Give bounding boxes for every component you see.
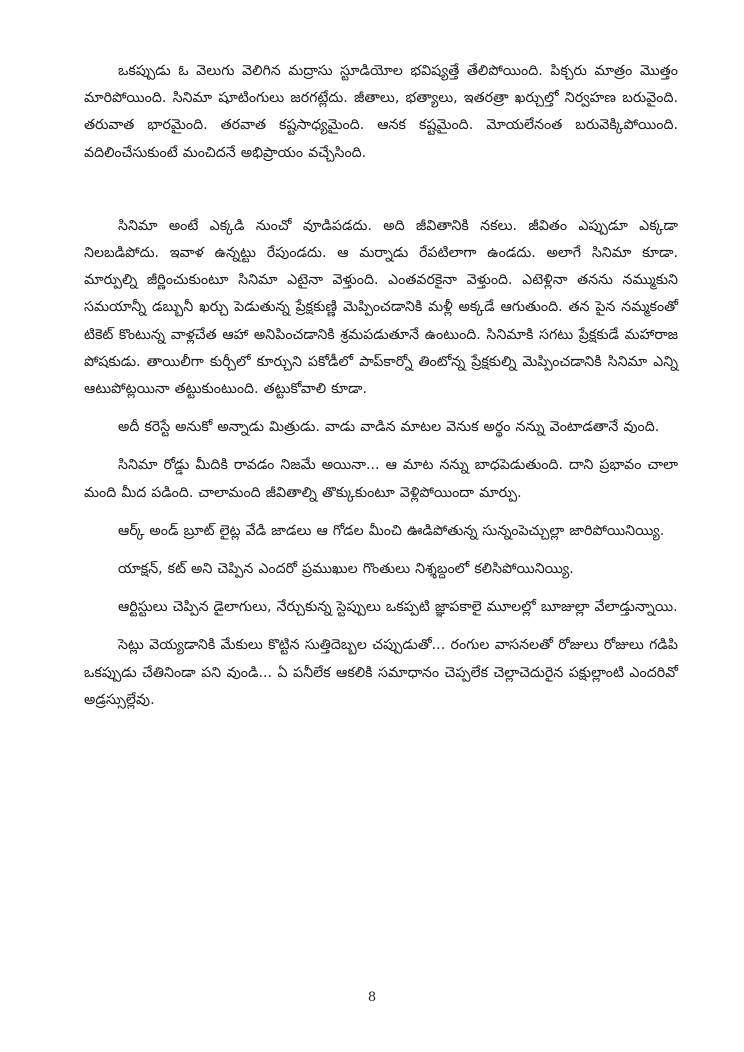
section-break — [84, 167, 678, 213]
paragraph-2: సినిమా అంటే ఎక్కడి నుంచో వూడిపడదు. అది జీవితానికి నకలు. జీవితం ఎప్పుడూ ఎక్కడా నిలబడిపోదు. ఇవాళ ఉన్నట్టు రేపుండదు. ఆ మర్నాడు రేపటిలాగా ఉండదు. అలాగే సినిమా కూడా. మార్పుల్ని జీర్ణించుకుంటూ సినిమా ఎటైనా వెళ్తుంది. ఎంతవరకైనా వెళ్తుంది. ఎటెళ్లినా తనను నమ్ముకుని సమయాన్నీ డబ్బునీ ఖర్చు పెడుతున్న ప్రేక్షకుణ్ణి మెప్పించడానికి మళ్లీ అక్కడే ఆగుతుంది. తన పైన నమ్మకంతో టికెట్ కొంటున్న వాళ్లచేత ఆహా అనిపించడానికి శ్రమపడుతూనే ఉంటుంది. సినిమాకి సగటు ప్రేక్షకుడే మహారాజ పోషకుడు. తాయిలీగా కుర్చీలో కూర్చుని పకోడీలో పాప్‌కార్నో తింటోన్న ప్రేక్షకుల్ని మెప్పించడానికి సినిమా ఎన్ని ఆటుపోట్లయినా తట్టుకుంటుంది. తట్టుకోవాలి కూడా. — [84, 217, 678, 398]
paragraph-4: సినిమా రోడ్డు మీదికి రావడం నిజమే అయినా... ఆ మాట నన్ను బాధపెడుతుంది. దాని ప్రభావం చాలా మంది మీద పడింది. చాలామంది జీవితాల్ని తొక్కుకుంటూ వెళ్లిపోయిందా మార్పు. — [84, 457, 678, 501]
paragraph-3: అదీ కరెస్టే అనుకో అన్నాడు మిత్రుడు. వాడు వాడిన మాటల వెనుక అర్థం నన్ను వెంటాడతానే వుంది. — [118, 419, 660, 436]
paragraph-5: ఆర్క్ అండ్ బ్రూట్ లైట్ల వేడి జాడలు ఆ గోడల మీంచి ఊడిపోతున్న సున్నంపెచ్చుల్లా జారిపోయినియ్యి. — [118, 522, 665, 539]
paragraph-7: ఆర్టిస్టులు చెప్పిన డైలాగులు, నేర్చుకున్న స్టెప్పులు ఒకప్పటి జ్ఞాపకాలై మూలల్లో బూజుల్లా వేలాడ్తున్నాయి. — [118, 599, 678, 616]
paragraph-1: ఒకప్పుడు ఓ వెలుగు వెలిగిన మద్రాసు స్టూడియోల భవిష్యత్తే తేలిపోయింది. పిక్చరు మాత్రం మొత్తం మారిపోయింది. సినిమా షూటింగులు జరగట్లేదు. జీతాలు, భత్యాలు, ఇతరత్రా ఖర్చుల్తో నిర్వహణ బరువైంది. తరువాత భారమైంది. తరవాత కష్టసాధ్యమైంది. ఆనక కష్టమైంది. మోయలేనంత బరువెక్కిపోయింది. వదిలించేసుకుంటే మంచిదనే అభిప్రాయం వచ్చేసింది. — [84, 63, 678, 161]
page-number: 8 — [367, 990, 377, 1005]
paragraph-8: సెట్లు వెయ్యడానికి మేకులు కొట్టిన సుత్తిదెబ్బల చప్పుడుతో... రంగుల వాసనలతో రోజులు రోజులు గడిపి ఒకప్పుడు చేతినిండా పని వుండి... ఏ పనీలేక ఆకలికి సమాధానం చెప్పలేక చెల్లాచెదురైన పక్షుల్లాంటి ఎందరివో అడ్రస్సుల్లేవు. — [84, 637, 678, 708]
paragraph-6: యాక్షన్, కట్ అని చెప్పిన ఎందరో ప్రముఖుల గొంతులు నిశ్శబ్దంలో కలిసిపోయినియ్యి. — [118, 561, 574, 578]
document-body — [84, 58, 678, 725]
